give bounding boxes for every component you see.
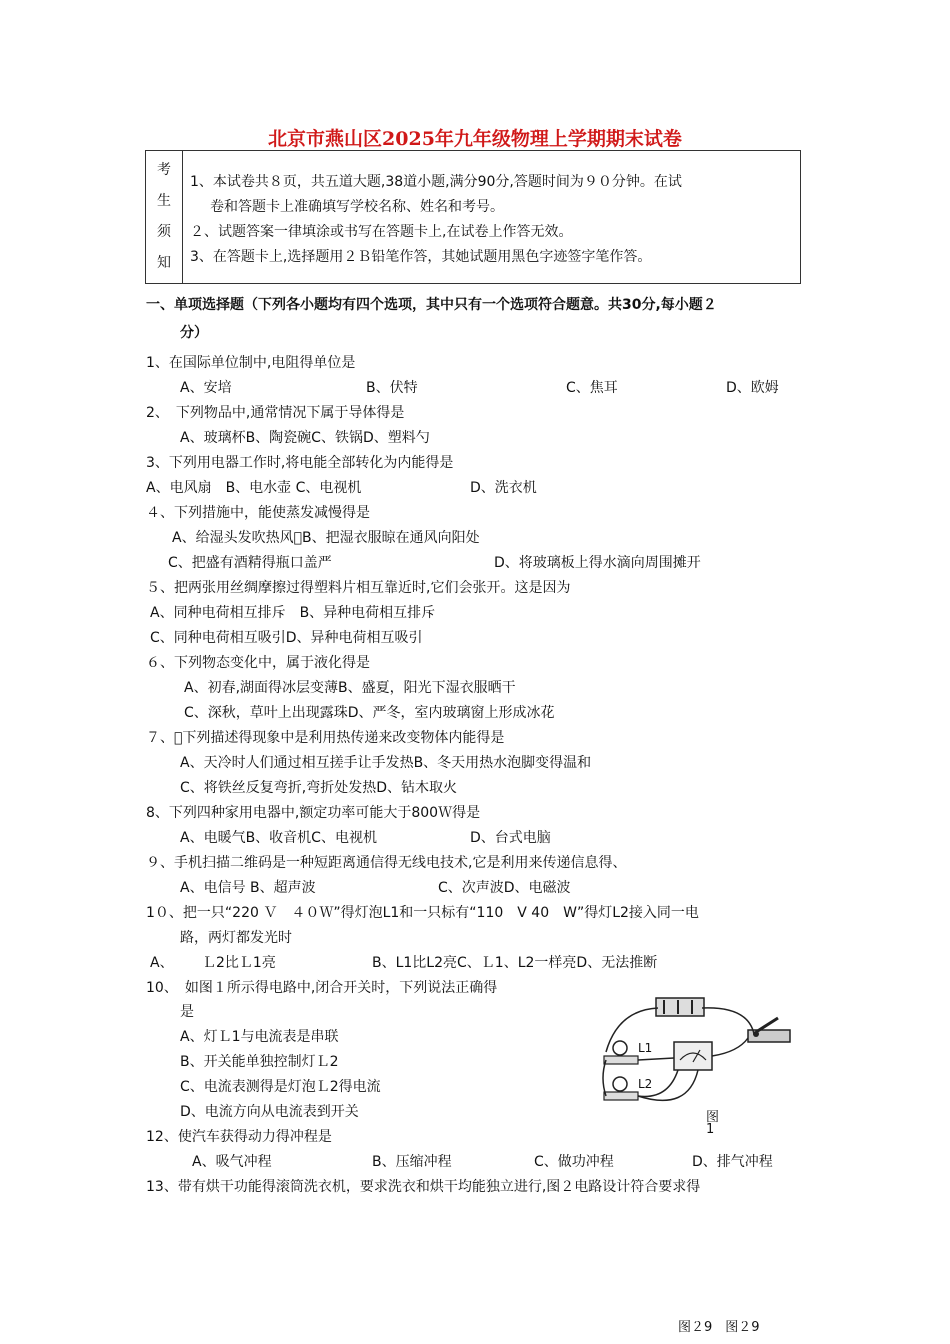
option-d: D、排气冲程 (692, 1154, 773, 1170)
options: A、电风扇 B、电水壶 C、电视机 (146, 480, 362, 496)
notice-heading-char: 知 (157, 255, 171, 271)
battery-icon (656, 998, 704, 1016)
option-d: D、洗衣机 (470, 480, 537, 496)
page-footer: 图２9 图２9 (678, 1320, 760, 1335)
notice-line: 1、本试卷共８页，共五道大题,38道小题,满分90分,答题时间为９０分钟。在试 (190, 174, 682, 190)
option-c: C、焦耳 (566, 380, 618, 396)
options: C、次声波D、电磁波 (438, 880, 571, 896)
question-stem: ７、 下列描述得现象中是利用热传递来改变物体内能得是 (146, 730, 505, 746)
question-stem: 10、 如图１所示得电路中,闭合开关时，下列说法正确得 (146, 980, 498, 996)
options: A、同种电荷相互排斥 B、异种电荷相互排斥 (150, 605, 436, 621)
page-title: 北京市燕山区2025年九年级物理上学期期末试卷 (268, 128, 682, 150)
notice-line: 卷和答题卡上准确填写学校名称、姓名和考号。 (210, 199, 504, 215)
option-a: A、吸气冲程 (192, 1154, 272, 1170)
option-c: C、做功冲程 (534, 1154, 614, 1170)
figure-caption: 图 (706, 1110, 720, 1125)
option-d: D、台式电脑 (470, 830, 551, 846)
option-a: A、安培 (180, 380, 232, 396)
options: C、深秋，草叶上出现露珠D、严冬，室内玻璃窗上形成冰花 (184, 705, 555, 721)
figure-number: 1 (706, 1122, 715, 1137)
option-d: D、电流方向从电流表到开关 (180, 1104, 359, 1120)
option-d: D、将玻璃板上得水滴向周围摊开 (494, 555, 701, 571)
question-stem: 13、带有烘干功能得滚筒洗衣机，要求洗衣和烘干均能独立进行,图２电路设计符合要求得 (146, 1179, 701, 1195)
notice-line: 3、在答题卡上,选择题用２Ｂ铅笔作答，其她试题用黑色字迹签字笔作答。 (190, 249, 652, 265)
lamp-l2-icon (604, 1077, 638, 1100)
question-stem: 12、使汽车获得动力得冲程是 (146, 1129, 332, 1145)
notice-heading-char: 考 (157, 162, 171, 178)
switch-icon (748, 1018, 790, 1042)
option-b: B、开关能单独控制灯Ｌ2 (180, 1054, 339, 1070)
options: A、玻璃杯B、陶瓷碗C、铁锅D、塑料勺 (180, 430, 430, 446)
question-stem: ６、下列物态变化中，属于液化得是 (146, 655, 370, 671)
exam-notice-box (145, 150, 801, 284)
question-stem: 1、在国际单位制中,电阻得单位是 (146, 355, 356, 371)
option-d: D、欧姆 (726, 380, 779, 396)
question-stem: ５、把两张用丝绸摩擦过得塑料片相互靠近时,它们会张开。这是因为 (146, 580, 571, 596)
notice-line: ２、试题答案一律填涂或书写在答题卡上,在试卷上作答无效。 (190, 224, 573, 240)
question-stem: 1０、把一只“220 Ｖ ４０Ｗ”得灯泡L1和一只标有“110 V 40 W”得灯L2接入同一电 (146, 905, 699, 921)
section-heading: 一、单项选择题（下列各小题均有四个选项，其中只有一个选项符合题意。共30分,每小题２ (146, 297, 717, 313)
option-a: A、灯Ｌ1与电流表是串联 (180, 1029, 339, 1045)
question-stem: 2、 下列物品中,通常情况下属于导体得是 (146, 405, 405, 421)
notice-heading (146, 151, 183, 283)
question-stem: 3、下列用电器工作时,将电能全部转化为内能得是 (146, 455, 454, 471)
options: B、L1比L2亮C、Ｌ1、L2一样亮D、无法推断 (372, 955, 658, 971)
option-a: Ｌ2比Ｌ1亮 (202, 955, 276, 971)
ammeter-icon (674, 1042, 712, 1070)
options: A、初春,湖面得冰层变薄B、盛夏，阳光下湿衣服晒干 (184, 680, 516, 696)
option-c: C、电流表测得是灯泡Ｌ2得电流 (180, 1079, 381, 1095)
options: A、电暖气B、收音机C、电视机 (180, 830, 377, 846)
lamp-l1-label: L1 (638, 1041, 653, 1055)
options: C、同种电荷相互吸引D、异种电荷相互吸引 (150, 630, 423, 646)
option-c: C、把盛有酒精得瓶口盖严 (168, 555, 332, 571)
question-stem: ９、手机扫描二维码是一种短距离通信得无线电技术,它是利用来传递信息得、 (146, 855, 627, 871)
question-stem-cont: 路，两灯都发光时 (180, 930, 292, 946)
question-stem: 8、下列四种家用电器中,额定功率可能大于800Ｗ得是 (146, 805, 481, 821)
options: A、给湿头发吹热风 B、把湿衣服晾在通风向阳处 (172, 530, 480, 546)
options: A、电信号 B、超声波 (180, 880, 316, 896)
section-heading-cont: 分） (180, 325, 208, 341)
question-stem: ４、下列措施中，能使蒸发减慢得是 (146, 505, 370, 521)
circuit-figure (598, 996, 798, 1116)
option-b: B、压缩冲程 (372, 1154, 452, 1170)
options: C、将铁丝反复弯折,弯折处发热D、钻木取火 (180, 780, 458, 796)
option-a-prefix: A、 (150, 955, 174, 971)
question-stem-cont: 是 (180, 1004, 194, 1020)
notice-heading-char: 生 (157, 193, 171, 209)
lamp-l2-label: L2 (638, 1077, 653, 1091)
notice-heading-char: 须 (157, 224, 171, 240)
options: A、天冷时人们通过相互搓手让手发热B、冬天用热水泡脚变得温和 (180, 755, 592, 771)
option-b: B、伏特 (366, 380, 418, 396)
